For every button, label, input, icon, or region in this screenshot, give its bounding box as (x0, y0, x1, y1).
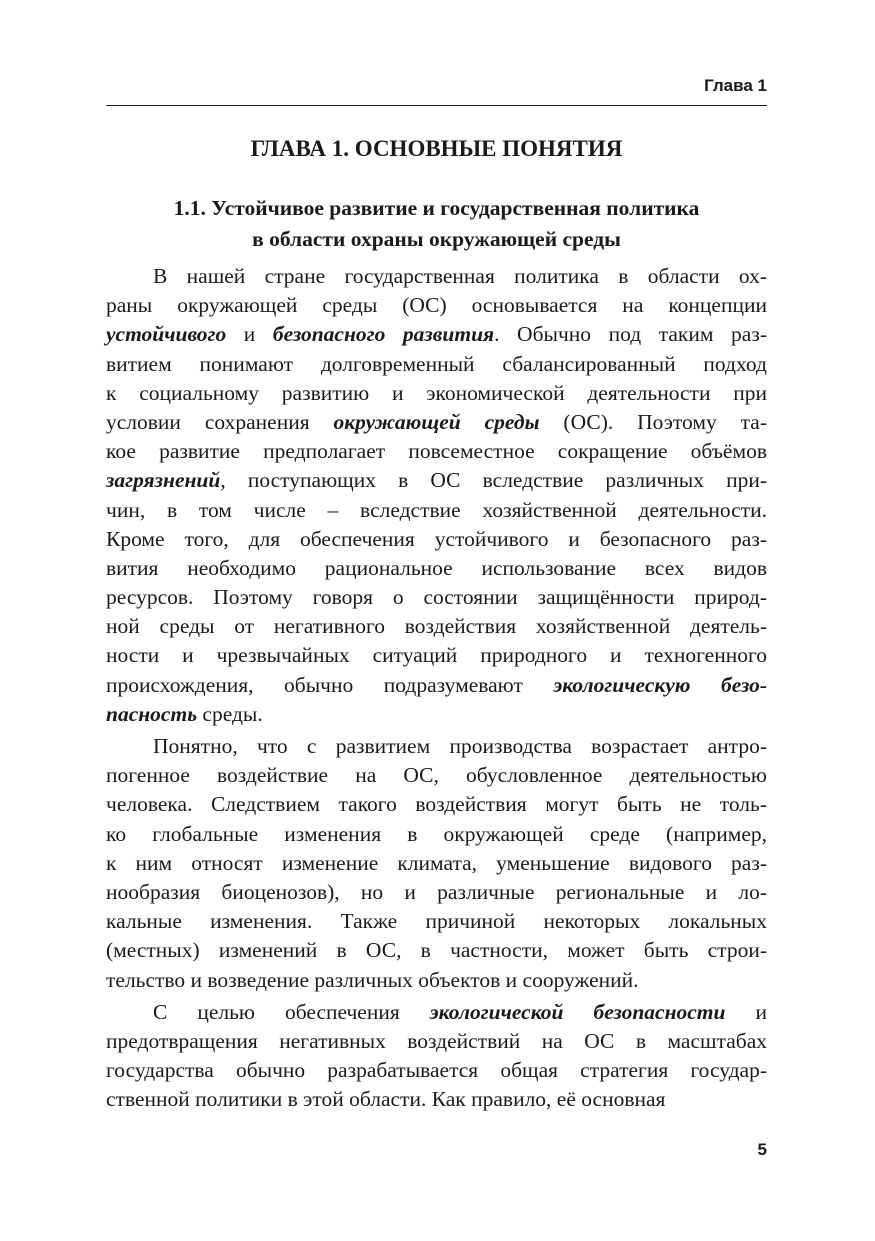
text-run: раны окружающей среды (ОС) основывается на концепции (106, 293, 767, 318)
section-title-line: 1.1. Устойчивое развитие и государственная политика (173, 196, 700, 220)
text-run: Понятно, что с развитием производства возрастает антро- (153, 734, 767, 758)
text-line (106, 291, 767, 320)
text-line (106, 612, 767, 641)
text-run: чин, в том числе – вследствие хозяйственной деятельности. (106, 497, 767, 522)
text-run: и (226, 322, 273, 347)
text-run: ственной политики в этой области. Как правило, её основная (106, 1087, 666, 1112)
text-line (106, 732, 767, 761)
text-run: к социальному развитию и экономической деятельности при (106, 380, 767, 405)
text-run: человека. Следствием такого воздействия могут быть не толь- (106, 792, 767, 817)
text-run: вития необходимо рациональное использование всех видов (106, 555, 767, 580)
text-line (106, 907, 767, 936)
text-line (106, 583, 767, 612)
text-line (106, 262, 767, 291)
text-run: Кроме того, для обеспечения устойчивого и безопасного раз- (106, 526, 767, 551)
text-line (106, 966, 767, 995)
text-run: ности и чрезвычайных ситуаций природного и техногенного (106, 643, 767, 668)
text-line (106, 320, 767, 349)
text-run: предотвращения негативных воздействий на ОС в масштабах (106, 1028, 767, 1053)
text-run: происхождения, обычно подразумевают (106, 672, 554, 697)
text-line (106, 554, 767, 583)
text-run: тельство и возведение различных объектов и сооружений. (106, 967, 639, 992)
text-line (106, 379, 767, 408)
running-head: Глава 1 (704, 76, 767, 95)
section-title (106, 193, 767, 255)
text-line (106, 1056, 767, 1085)
text-run: государства обычно разрабатывается общая стратегия государ- (106, 1058, 767, 1083)
text-run: В нашей стране государственная политика в области ох- (153, 264, 767, 288)
emphasized-term: окружающей среды (333, 409, 540, 434)
text-line (106, 641, 767, 670)
text-run: среды. (197, 701, 263, 726)
text-line (106, 408, 767, 437)
text-line (106, 936, 767, 965)
text-run: (ОС). Поэтому та- (539, 409, 768, 434)
text-line (106, 761, 767, 790)
emphasized-term: экологической безопасности (429, 999, 726, 1024)
text-run: ной среды от негативного воздействия хозяйственной деятель- (106, 614, 767, 639)
text-run: . Обычно под таким раз- (494, 322, 767, 347)
text-run: ко глобальные изменения в окружающей среде (например, (106, 821, 767, 846)
section-title-line: в области охраны окружающей среды (252, 227, 621, 251)
paragraph (106, 998, 767, 1115)
text-run: кальные изменения. Также причиной некоторых локальных (106, 909, 767, 934)
text-line (106, 1085, 767, 1114)
text-line (106, 878, 767, 907)
emphasized-term: загрязнений (106, 468, 221, 493)
text-line (106, 525, 767, 554)
text-line (106, 496, 767, 525)
text-run: витием понимают долговременный сбалансированный подход (106, 351, 767, 376)
text-run: и (725, 999, 767, 1024)
text-line (106, 998, 767, 1027)
text-line (106, 849, 767, 878)
text-run: погенное воздействие на ОС, обусловленное деятельностью (106, 763, 767, 788)
text-line (106, 466, 767, 495)
text-line (106, 790, 767, 819)
text-run: , поступающих в ОС вследствие различных при- (220, 468, 767, 493)
emphasized-term: безопасного развития (272, 322, 495, 347)
paragraph (106, 262, 767, 729)
emphasized-term: пасность (106, 701, 198, 726)
text-line (106, 671, 767, 700)
text-run: нообразия биоценозов), но и различные региональные и ло- (106, 879, 767, 904)
paragraph (106, 732, 767, 995)
text-line (106, 350, 767, 379)
text-run: ресурсов. Поэтому говоря о состоянии защищённости природ- (106, 585, 767, 610)
text-line (106, 820, 767, 849)
text-line (106, 437, 767, 466)
emphasized-term: экологическую безо- (553, 672, 768, 697)
text-run: (местных) изменений в ОС, в частности, может быть строи- (106, 938, 767, 963)
text-run: кое развитие предполагает повсеместное сокращение объёмов (106, 439, 767, 464)
text-line (106, 700, 767, 729)
body-text (106, 262, 767, 1114)
text-run: условии сохранения (106, 409, 334, 434)
chapter-title: ГЛАВА 1. ОСНОВНЫЕ ПОНЯТИЯ (250, 136, 623, 161)
text-run: С целью обеспечения (153, 999, 430, 1024)
text-line (106, 1027, 767, 1056)
header-rule (106, 105, 767, 106)
page-number: 5 (757, 1140, 767, 1159)
emphasized-term: устойчивого (106, 322, 227, 347)
text-run: к ним относят изменение климата, уменьшение видового раз- (106, 850, 767, 875)
